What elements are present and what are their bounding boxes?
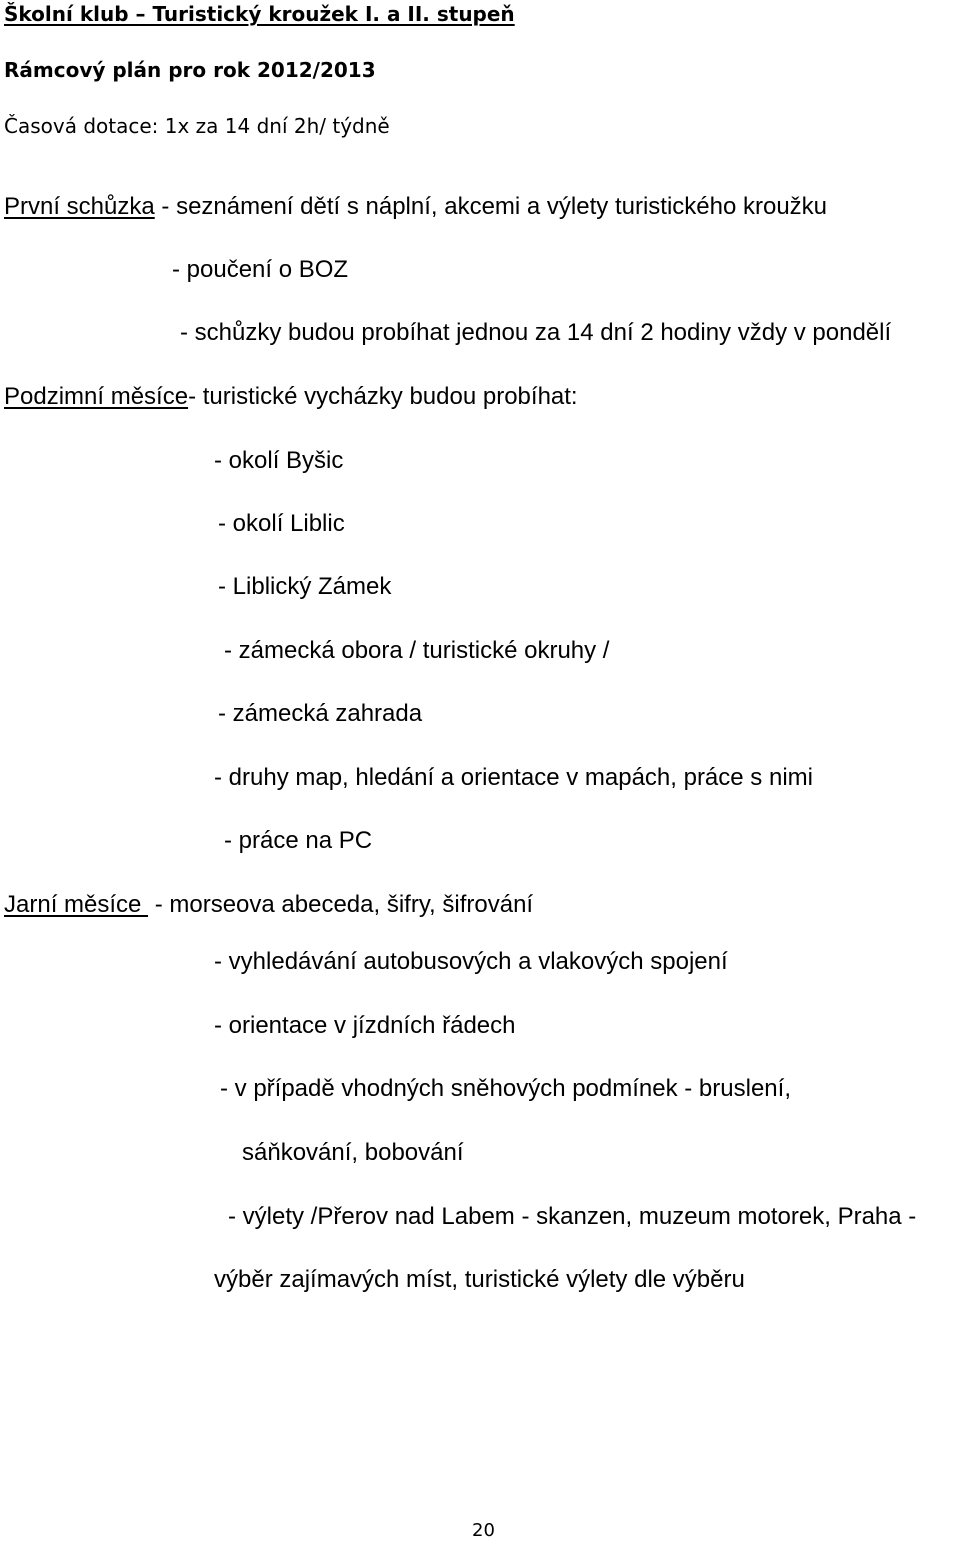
spring-item: - v případě vhodných sněhových podmínek - bruslení,: [220, 1075, 791, 1102]
first-meeting-label: První schůzka: [4, 193, 155, 220]
spring-text: - morseova abeceda, šifry, šifrování: [148, 891, 534, 918]
page-number: 20: [472, 1520, 495, 1541]
first-meeting-item: - poučení o BOZ: [172, 256, 349, 283]
autumn-item: - zámecká obora / turistické okruhy /: [224, 637, 610, 664]
spring-line: [4, 893, 533, 917]
autumn-item: - Liblický Zámek: [218, 573, 392, 600]
plan-heading: Rámcový plán pro rok 2012/2013: [4, 58, 376, 82]
autumn-item: - práce na PC: [224, 827, 373, 854]
spring-label: Jarní měsíce: [4, 891, 149, 918]
autumn-text: - turistické vycházky budou probíhat:: [188, 383, 578, 410]
spring-item: sáňkování, bobování: [242, 1139, 464, 1166]
first-meeting-line: [4, 195, 827, 219]
spring-item: - výlety /Přerov nad Labem - skanzen, muzeum motorek, Praha -: [228, 1203, 917, 1230]
document-title: Školní klub – Turistický kroužek I. a II. stupeň: [4, 2, 515, 26]
spring-item: - orientace v jízdních řádech: [214, 1012, 516, 1039]
autumn-item: - druhy map, hledání a orientace v mapách, práce s nimi: [214, 764, 813, 791]
spring-item: - vyhledávání autobusových a vlakových spojení: [214, 948, 728, 975]
autumn-label: Podzimní měsíce: [4, 383, 189, 410]
first-meeting-item: - schůzky budou probíhat jednou za 14 dní 2 hodiny vždy v pondělí: [180, 319, 892, 346]
autumn-item: - zámecká zahrada: [218, 700, 423, 727]
first-meeting-text: - seznámení dětí s náplní, akcemi a výlety turistického kroužku: [154, 193, 828, 220]
spring-item: výběr zajímavých míst, turistické výlety dle výběru: [214, 1266, 745, 1293]
autumn-line: [4, 385, 578, 409]
autumn-item: - okolí Byšic: [214, 447, 344, 474]
time-allocation: Časová dotace: 1x za 14 dní 2h/ týdně: [4, 114, 390, 138]
autumn-item: - okolí Liblic: [218, 510, 345, 537]
